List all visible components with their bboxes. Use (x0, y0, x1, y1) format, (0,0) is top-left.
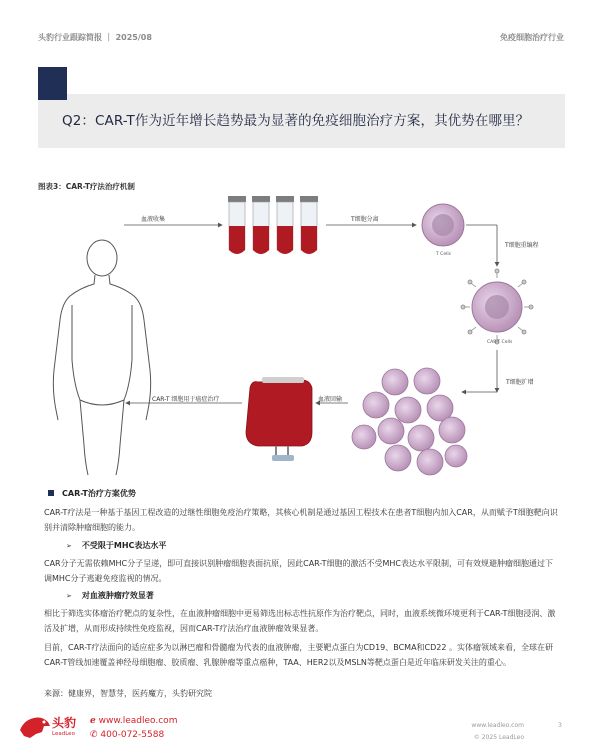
bullet-square-icon (48, 490, 54, 496)
blood-bag-icon (246, 377, 312, 461)
subsection-2-text-1: 相比于筛选实体瘤治疗靶点的复杂性，在血液肿瘤细胞中更易筛选出标志性抗原作为治疗靶点，同时，血液系统微环境更利于CAR-T细胞浸润、激活及扩增，从而形成持续性免疫监视，因而CAR-T疗法治疗血液肿瘤效果显著。 (44, 609, 556, 633)
page-number: 3 (558, 722, 562, 729)
header-left: 头豹行业跟踪简报 ｜ 2025/08 (38, 33, 152, 42)
question-title: Q2：CAR-T作为近年增长趋势最为显著的免疫细胞治疗方案，其优势在哪里？ (62, 113, 530, 129)
website-link[interactable]: ℯ www.leadleo.com (90, 716, 178, 726)
section-title: CAR-T治疗方案优势 (48, 488, 136, 499)
car-t-cell-icon (461, 269, 533, 344)
subsection-2-text-2: 目前，CAR-T疗法面向的适应症多为以淋巴瘤和骨髓瘤为代表的血液肿瘤，主要靶点蛋白为CD19、BCMA和CD22 。实体瘤领域来看，全球在研CAR-T管线加速覆盖神经母细胞瘤、胶质瘤、乳腺肿瘤等重点癌种，TAA、HER2以及MSLN等靶点蛋白是近年临床研发关注的重心。 (44, 643, 554, 667)
label-treatment: CAR-T 细胞用于癌症治疗 (152, 396, 220, 403)
section-intro: CAR-T疗法是一种基于基因工程改造的过继性细胞免疫治疗策略，其核心机制是通过基因工程技术在患者T细胞内加入CAR，从而赋予T细胞靶向识别并清除肿瘤细胞的能力。 (44, 508, 558, 532)
phone-link[interactable]: ✆ 400-072-5588 (90, 730, 165, 740)
figure-title: 图表3：CAR-T疗法治疗机制 (38, 182, 135, 191)
arrow-bullet-icon: ➢ (66, 592, 72, 600)
label-reinfusion: 血液回输 (318, 396, 343, 403)
footer-site: www.leadleo.com (471, 722, 524, 729)
leopard-logo-icon (18, 712, 52, 742)
label-t-cells: T Cells (436, 252, 451, 257)
blood-tubes-icon (228, 196, 318, 254)
subsection-1-text: CAR分子无需依赖MHC分子呈递，即可直接识别肿瘤细胞表面抗原，因此CAR-T细胞的激活不受MHC表达水平限制，可有效规避肿瘤细胞通过下调MHC分子逃避免疫监视的情况。 (44, 559, 553, 583)
phone-icon: ✆ (90, 730, 98, 740)
footer-copyright: © 2025 LeadLeo (473, 734, 524, 741)
source-note: 来源：健康界，智慧芽，医药魔方，头豹研究院 (44, 689, 212, 698)
subsection-2-title: ➢ 对血液肿瘤疗效显著 (66, 591, 154, 600)
label-blood-collection: 血液收集 (141, 216, 166, 223)
expanded-cells-cluster-icon (352, 368, 467, 475)
label-t-separation: T细胞分离 (351, 216, 379, 223)
human-silhouette-icon (53, 240, 150, 475)
t-cell-icon (422, 204, 464, 246)
header-right: 免疫细胞治疗行业 (500, 33, 564, 42)
web-icon: ℯ (90, 716, 96, 726)
label-t-engineering: T细胞重编程 (505, 242, 539, 249)
label-car-t-cells: CAR-T Cells (487, 340, 513, 345)
subsection-1-title: ➢ 不受限于MHC表达水平 (66, 541, 167, 550)
brand-en: LeadLeo (52, 731, 75, 737)
label-t-expansion: T细胞扩增 (506, 379, 534, 386)
brand-cn: 头豹 (52, 716, 77, 730)
arrow-bullet-icon: ➢ (66, 542, 72, 550)
